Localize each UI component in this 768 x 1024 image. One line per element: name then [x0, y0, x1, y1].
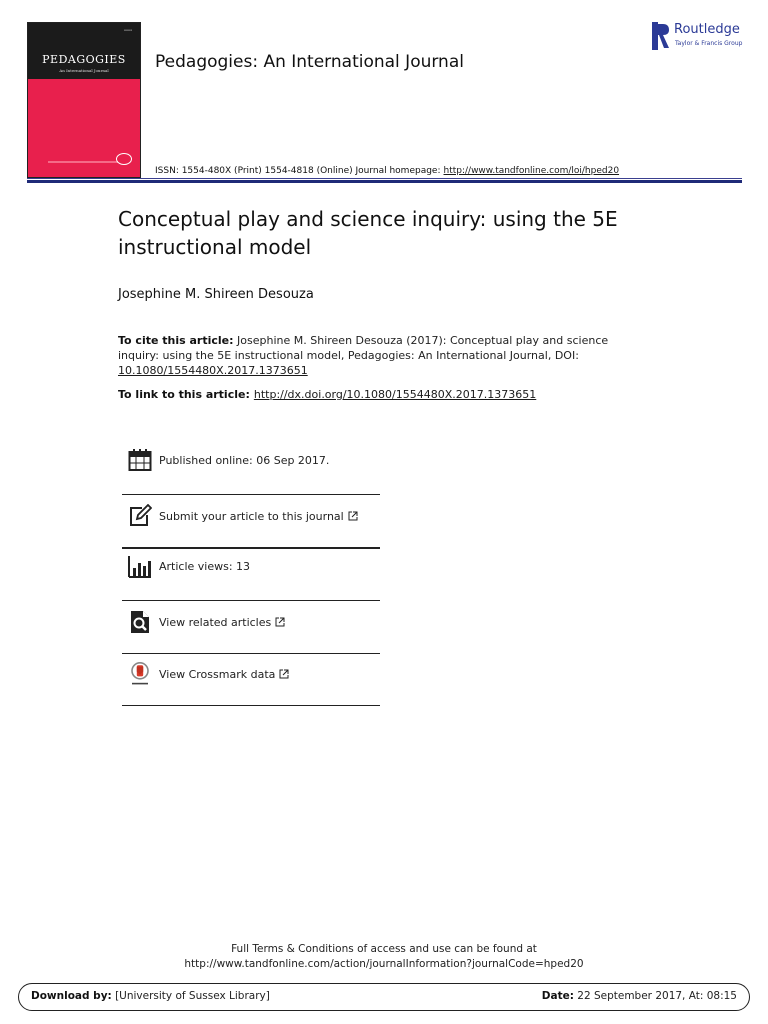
cover-title: PEDAGOGIES — [42, 53, 126, 66]
link-label: To link to this article: — [118, 388, 250, 401]
cite-text: Josephine M. Shireen Desouza (2017): Conceptual play and science inquiry: using the 5E instructional model, Pedagogies: An International Journal, DOI: — [118, 334, 609, 362]
edit-icon — [128, 504, 152, 528]
external-link-icon — [275, 617, 285, 627]
published-online-text: Published online: 06 Sep 2017. — [159, 454, 330, 467]
document-search-icon — [128, 610, 152, 634]
terms-notice — [0, 942, 768, 972]
download-label: Download by: — [31, 990, 112, 1002]
cite-doi-link[interactable]: 10.1080/1554480X.2017.1373651 — [118, 364, 308, 377]
crossmark-row[interactable] — [122, 658, 380, 696]
crossmark-link[interactable] — [159, 668, 289, 681]
crossmark-icon — [128, 662, 152, 686]
header-rule-thin — [27, 178, 742, 179]
download-value: [University of Sussex Library] — [115, 990, 270, 1002]
related-articles-link[interactable] — [159, 616, 285, 629]
submit-article-row[interactable] — [122, 500, 380, 538]
published-online-row — [122, 444, 380, 482]
issn-line — [155, 166, 619, 176]
article-views-text: Article views: 13 — [159, 560, 251, 573]
calendar-icon — [128, 448, 152, 472]
submit-article-text: Submit your article to this journal — [159, 510, 344, 523]
external-link-icon — [279, 669, 289, 679]
info-divider — [122, 705, 380, 706]
journal-title: Pedagogies: An International Journal — [155, 52, 464, 72]
journal-cover-image — [27, 22, 141, 178]
related-articles-text: View related articles — [159, 616, 272, 629]
article-author: Josephine M. Shireen Desouza — [118, 287, 314, 302]
related-articles-row[interactable] — [122, 606, 380, 644]
header-rule-thick — [27, 180, 742, 183]
download-date — [542, 990, 737, 1002]
cover-logo — [116, 153, 132, 165]
routledge-logo[interactable] — [652, 22, 748, 52]
submit-article-link[interactable] — [159, 510, 358, 523]
cite-label: To cite this article: — [118, 334, 234, 347]
issn-text: ISSN: 1554-480X (Print) 1554-4818 (Online) Journal homepage: — [155, 166, 441, 176]
terms-line-1: Full Terms & Conditions of access and use can be found at — [231, 943, 537, 955]
article-doi-link[interactable]: http://dx.doi.org/10.1080/1554480X.2017.1373651 — [253, 388, 537, 401]
download-by — [31, 990, 270, 1002]
terms-url[interactable]: http://www.tandfonline.com/action/journalInformation?journalCode=hped20 — [184, 958, 584, 970]
cover-issn-mark: ▪▪▪▪ — [123, 28, 132, 32]
info-divider — [122, 494, 380, 495]
download-info-bar — [18, 983, 750, 1011]
date-label: Date: — [541, 990, 574, 1002]
article-link-line — [118, 388, 536, 401]
article-views-row — [122, 550, 380, 588]
info-divider — [122, 600, 380, 601]
info-divider — [122, 547, 380, 549]
crossmark-text: View Crossmark data — [159, 668, 276, 681]
cover-publisher-line — [48, 161, 118, 163]
info-divider — [122, 653, 380, 654]
journal-homepage-link[interactable]: http://www.tandfonline.com/loi/hped20 — [443, 166, 620, 176]
cover-subtitle: An International Journal — [59, 68, 109, 73]
external-link-icon — [348, 511, 358, 521]
publisher-group: Taylor & Francis Group — [675, 40, 743, 47]
routledge-r-icon — [652, 22, 670, 50]
date-value: 22 September 2017, At: 08:15 — [577, 990, 737, 1002]
citation-block — [118, 333, 618, 378]
bar-chart-icon — [128, 554, 152, 578]
article-title: Conceptual play and science inquiry: using the 5E instructional model — [118, 207, 618, 259]
publisher-name: Routledge — [674, 22, 740, 37]
